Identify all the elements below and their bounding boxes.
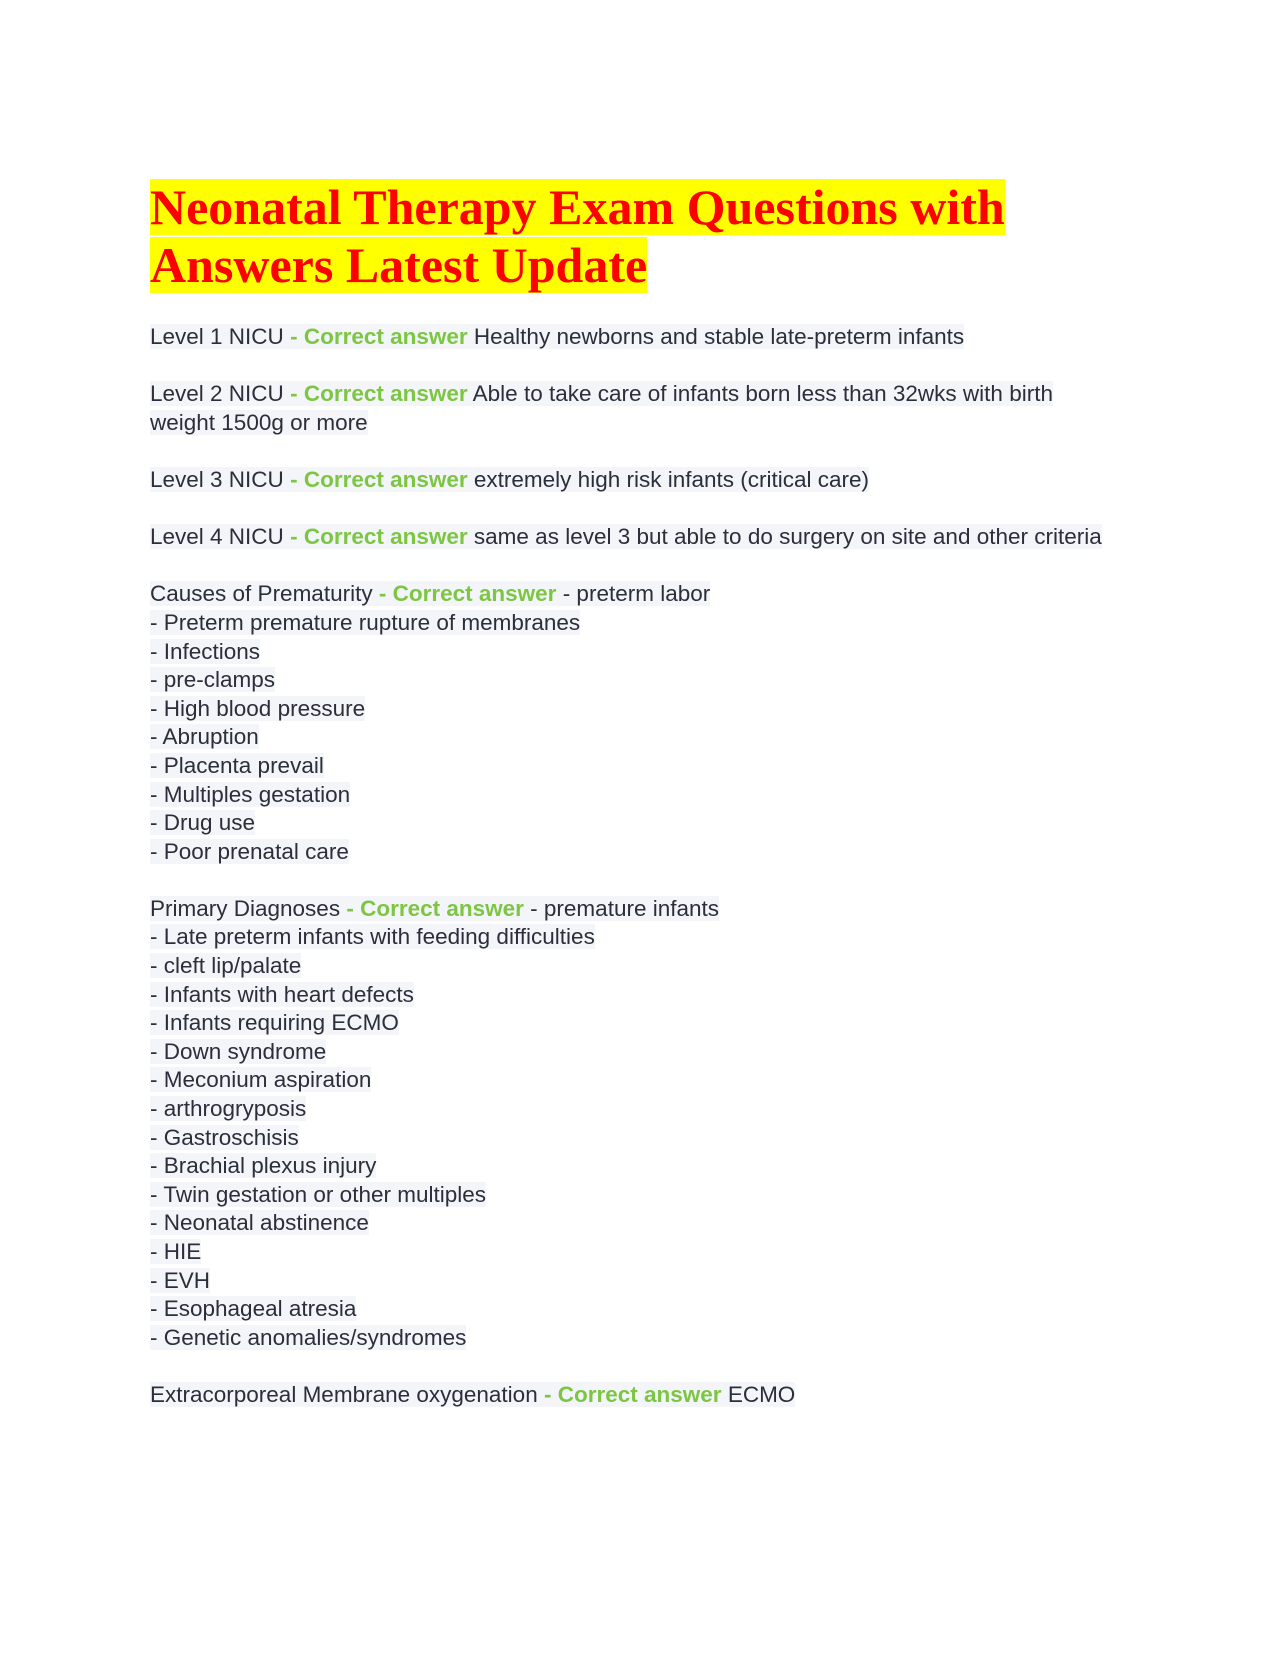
correct-answer-label: - Correct answer bbox=[378, 581, 557, 607]
qa-entry bbox=[150, 895, 1110, 1353]
qa-line bbox=[150, 381, 1053, 435]
question-text: Causes of Prematurity bbox=[150, 581, 373, 607]
list-item bbox=[150, 1124, 1110, 1153]
list-item-text: - Neonatal abstinence bbox=[150, 1210, 369, 1236]
list-item-text: - Drug use bbox=[150, 810, 256, 836]
answer-text: ECMO bbox=[727, 1381, 796, 1407]
list-item-text: - High blood pressure bbox=[150, 695, 366, 721]
answer-text: extremely high risk infants (critical care) bbox=[473, 466, 870, 492]
list-item bbox=[150, 1209, 1110, 1238]
list-item bbox=[150, 638, 1110, 667]
list-item bbox=[150, 723, 1110, 752]
list-item bbox=[150, 1324, 1110, 1353]
list-item-text: - Infants with heart defects bbox=[150, 981, 414, 1007]
list-item-text: - arthrogryposis bbox=[150, 1096, 307, 1122]
list-item bbox=[150, 809, 1110, 838]
list-item bbox=[150, 666, 1110, 695]
question-text: Primary Diagnoses bbox=[150, 895, 341, 921]
list-item-text: - Twin gestation or other multiples bbox=[150, 1181, 486, 1207]
qa-entry bbox=[150, 323, 1110, 352]
qa-line bbox=[150, 524, 1102, 549]
qa-line bbox=[150, 324, 964, 349]
list-item-text: - Genetic anomalies/syndromes bbox=[150, 1324, 467, 1350]
list-item bbox=[150, 781, 1110, 810]
list-item-text: - Esophageal atresia bbox=[150, 1296, 357, 1322]
qa-entry bbox=[150, 380, 1110, 437]
question-text: Level 1 NICU bbox=[150, 324, 284, 349]
correct-answer-label: - Correct answer bbox=[290, 381, 468, 407]
list-item-text: - Meconium aspiration bbox=[150, 1067, 372, 1093]
qa-entry bbox=[150, 523, 1110, 552]
document-title: Neonatal Therapy Exam Questions with Answers Latest Update bbox=[150, 179, 1005, 293]
question-text: Level 3 NICU bbox=[150, 466, 284, 492]
answer-text: same as level 3 but able to do surgery on site and other criteria bbox=[473, 524, 1102, 550]
list-item bbox=[150, 1295, 1110, 1324]
correct-answer-label: - Correct answer bbox=[290, 466, 468, 492]
list-item-text: - Gastroschisis bbox=[150, 1124, 299, 1150]
list-item-text: - HIE bbox=[150, 1239, 202, 1264]
list-item-text: - Down syndrome bbox=[150, 1038, 327, 1064]
list-item bbox=[150, 695, 1110, 724]
list-item bbox=[150, 1009, 1110, 1038]
qa-entry bbox=[150, 1381, 1110, 1410]
question-text: Level 2 NICU bbox=[150, 381, 284, 407]
list-item-text: - Multiples gestation bbox=[150, 781, 351, 807]
qa-line bbox=[150, 896, 719, 921]
list-item bbox=[150, 1038, 1110, 1067]
question-text: Level 4 NICU bbox=[150, 524, 284, 550]
question-text: Extracorporeal Membrane oxygenation bbox=[150, 1381, 538, 1407]
list-item bbox=[150, 1095, 1110, 1124]
document-page bbox=[150, 178, 1110, 1410]
list-item-text: - Brachial plexus injury bbox=[150, 1153, 377, 1179]
answer-text: Able to take care of infants born less than 32wks with birth weight 1500g or more bbox=[150, 381, 1053, 435]
correct-answer-label: - Correct answer bbox=[346, 895, 524, 921]
correct-answer-label: - Correct answer bbox=[543, 1381, 722, 1407]
list-item bbox=[150, 1066, 1110, 1095]
list-item bbox=[150, 1152, 1110, 1181]
qa-line bbox=[150, 467, 869, 492]
qa-line bbox=[150, 581, 710, 606]
correct-answer-label: - Correct answer bbox=[290, 324, 468, 349]
qa-entries bbox=[150, 323, 1110, 1410]
list-item-text: - Placenta prevail bbox=[150, 752, 324, 778]
answer-text: Healthy newborns and stable late-preterm infants bbox=[473, 324, 965, 349]
list-item bbox=[150, 609, 1110, 638]
list-item bbox=[150, 923, 1110, 952]
answer-text: - premature infants bbox=[530, 895, 720, 921]
list-item-text: - pre-clamps bbox=[150, 667, 276, 693]
list-item bbox=[150, 1267, 1110, 1296]
list-item-text: - Preterm premature rupture of membranes bbox=[150, 609, 581, 635]
correct-answer-label: - Correct answer bbox=[290, 524, 468, 550]
qa-line bbox=[150, 1382, 795, 1407]
list-item-text: - Late preterm infants with feeding difficulties bbox=[150, 924, 595, 950]
list-item-text: - cleft lip/palate bbox=[150, 953, 302, 979]
list-item-text: - Poor prenatal care bbox=[150, 838, 349, 864]
list-item bbox=[150, 952, 1110, 981]
list-item bbox=[150, 1238, 1110, 1267]
qa-entry bbox=[150, 466, 1110, 495]
list-item bbox=[150, 752, 1110, 781]
list-item bbox=[150, 981, 1110, 1010]
list-item-text: - Abruption bbox=[150, 724, 259, 750]
list-item-text: - Infants requiring ECMO bbox=[150, 1010, 399, 1036]
list-item bbox=[150, 838, 1110, 867]
list-item bbox=[150, 1181, 1110, 1210]
qa-entry bbox=[150, 580, 1110, 866]
list-item-text: - Infections bbox=[150, 638, 261, 664]
list-item-text: - EVH bbox=[150, 1267, 211, 1293]
answer-text: - preterm labor bbox=[562, 581, 711, 607]
